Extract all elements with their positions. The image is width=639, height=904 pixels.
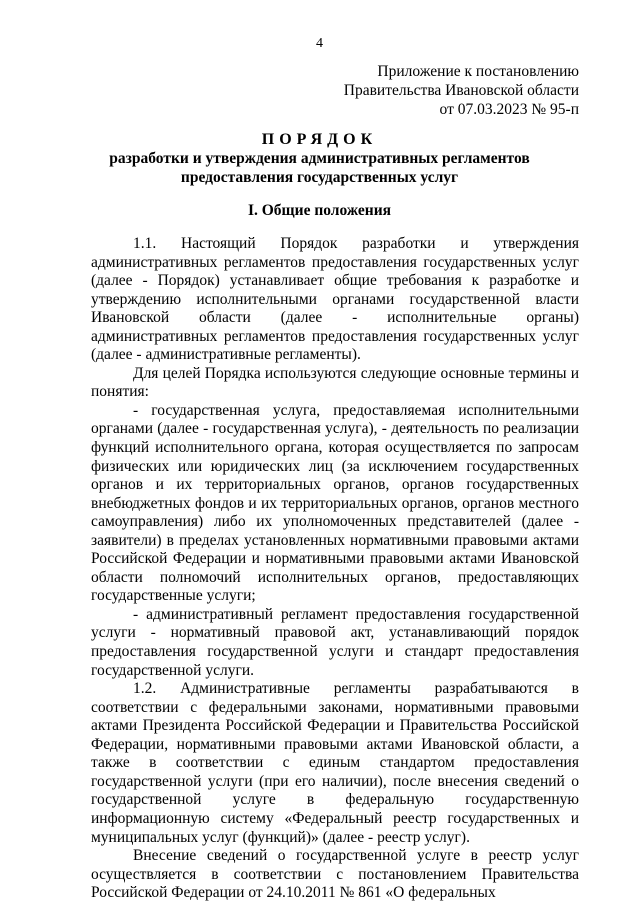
appendix-line: Правительства Ивановской области bbox=[343, 82, 579, 99]
appendix-line: Приложение к постановлению bbox=[377, 63, 579, 80]
appendix-line: от 07.03.2023 № 95-п bbox=[439, 101, 579, 118]
paragraph: Внесение сведений о государственной услуге в реестр услуг осуществляется в соответствии с постановлением Правительства Российской Федерации от 24.10.2011 № 861 «О федеральных bbox=[91, 847, 579, 902]
title-subtitle-line: разработки и утверждения административных регламентов bbox=[109, 150, 530, 167]
title-main: ПОРЯДОК bbox=[261, 131, 378, 148]
section-heading: I. Общие положения bbox=[247, 202, 392, 219]
paragraph: 1.1. Настоящий Порядок разработки и утверждения административных регламентов предоставления государственных услуг (далее - Порядок) устанавливает общие требования к разработке и утверждению исполнительными органами государственной власти Ивановской области (далее - исполнительные органы) административных регламентов предоставления государственных услуг (далее - административные регламенты). bbox=[91, 235, 579, 364]
body-text bbox=[91, 235, 579, 903]
appendix-note bbox=[319, 62, 579, 119]
document-title bbox=[0, 130, 639, 187]
paragraph: - административный регламент предоставления государственной услуги - нормативный правовой акт, устанавливающий порядок предоставления государственной услуги и стандарт предоставления государственной услуги. bbox=[91, 605, 579, 679]
paragraph: 1.2. Административные регламенты разрабатываются в соответствии с федеральными законами, нормативными правовыми актами Президента Российской Федерации и Правительства Российской Федерации, нормативными правовыми актами Ивановской области, а также в соответствии с единым стандартом предоставления государственной услуги (при его наличии), после внесения сведений о государственной услуге в федеральную государственную информационную систему «Федеральный реестр государственных и муниципальных услуг (функций)» (далее - реестр услуг). bbox=[91, 680, 579, 846]
paragraph: Для целей Порядка используются следующие основные термины и понятия: bbox=[91, 364, 579, 401]
paragraph: - государственная услуга, предоставляемая исполнительными органами (далее - государственная услуга), - деятельность по реализации функций исполнительного органа, которая осуществляется по запросам физических или юридических лиц (за исключением государственных органов и их территориальных органов, органов государственных внебюджетных фондов и их территориальных органов, органов местного самоуправления) либо их уполномоченных представителей (далее - заявители) в пределах установленных нормативными правовыми актами Российской Федерации и нормативными правовыми актами Ивановской области полномочий исполнительных органов, предоставляющих государственные услуги; bbox=[91, 401, 579, 605]
title-subtitle-line: предоставления государственных услуг bbox=[180, 168, 459, 186]
page-number: 4 bbox=[316, 36, 323, 51]
